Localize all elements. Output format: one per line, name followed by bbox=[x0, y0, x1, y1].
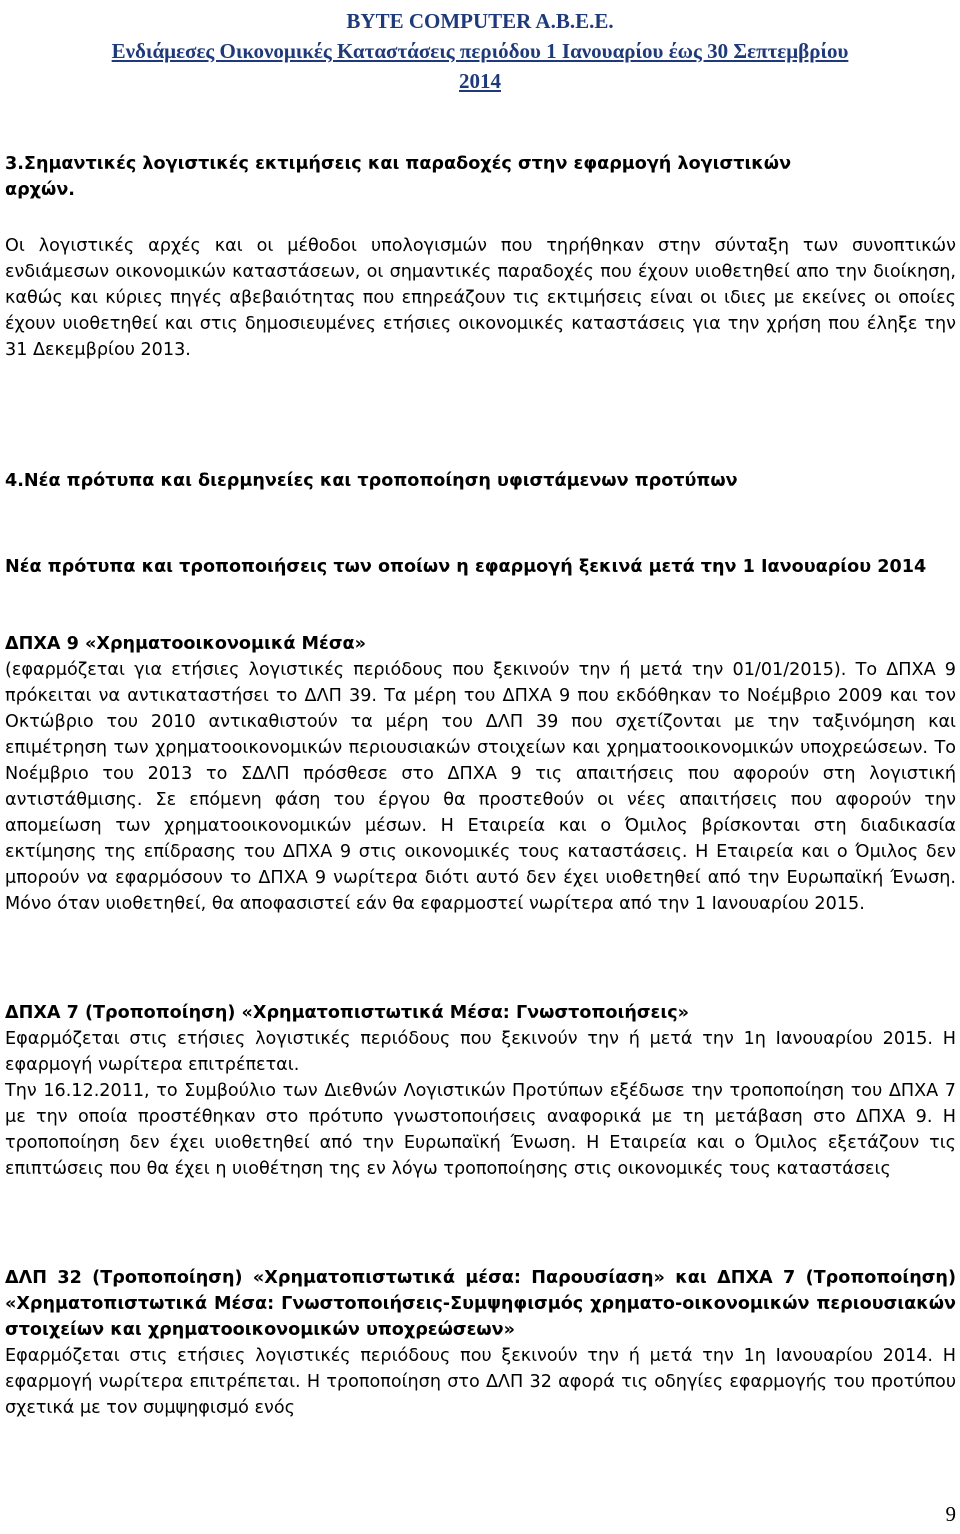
ifrs7-block bbox=[5, 1000, 956, 1182]
section-3-paragraph: Οι λογιστικές αρχές και οι μέθοδοι υπολογισμών που τηρήθηκαν στην σύνταξη των συνοπτικών ενδιάμεσων οικονομικών καταστάσεων, οι σημαντικές παραδοχές που έχουν υιοθετηθεί απο την διοίκηση, καθώς και κύριες πηγές αβεβαιότητας που επηρεάζουν τις εκτιμήσεις είναι οι ιδιες με εκείνες οι οποίες έχουν υιοθετηθεί και στις δημοσιευμένες ετήσιες οικονομικές καταστάσεις για την χρήση που έληξε την 31 Δεκεμβρίου 2013. bbox=[5, 236, 956, 360]
ifrs7-paragraph-1: Εφαρμόζεται στις ετήσιες λογιστικές περιόδους που ξεκινούν την ή μετά την 1η Ιανουαρίου 2015. Η εφαρμογή νωρίτερα επιτρέπεται. bbox=[5, 1029, 956, 1075]
page-number: 9 bbox=[945, 1502, 956, 1526]
report-year: 2014 bbox=[459, 69, 501, 93]
section-3 bbox=[5, 151, 956, 203]
report-subtitle: Ενδιάμεσες Οικονομικές Καταστάσεις περιόδου 1 Ιανουαρίου έως 30 Σεπτεμβρίου bbox=[111, 39, 849, 63]
ifrs7-title: ΔΠΧΑ 7 (Τροποποίηση) «Χρηματοπιστωτικά Μέσα: Γνωστοποιήσεις» bbox=[5, 1003, 689, 1023]
ias32-title: ΔΛΠ 32 (Τροποποίηση) «Χρηματοπιστωτικά μέσα: Παρουσίαση» και ΔΠΧΑ 7 (Τροποποίηση) «Χρηματοπιστωτικά Μέσα: Γνωστοποιήσεις-Συμψηφισμός χρηματο-οικονομικών περιουσιακών στοιχείων και χρηματοοικονομικών υποχρεώσεων» bbox=[5, 1268, 956, 1340]
ias32-block bbox=[5, 1265, 956, 1421]
section-4-heading bbox=[5, 468, 956, 494]
section-3-title-cont: αρχών. bbox=[5, 180, 75, 200]
new-standards-heading bbox=[5, 554, 956, 580]
company-name: BYTE COMPUTER A.B.E.E. bbox=[346, 9, 614, 33]
new-standards-subheading: Νέα πρότυπα και τροποποιήσεις των οποίων η εφαρμογή ξεκινά μετά την 1 Ιανουαρίου 2014 bbox=[5, 557, 927, 577]
ifrs9-title: ΔΠΧΑ 9 «Χρηματοοικονομικά Μέσα» bbox=[5, 634, 366, 654]
section-3-body bbox=[5, 233, 956, 363]
ifrs9-paragraph: (εφαρμόζεται για ετήσιες λογιστικές περιόδους που ξεκινούν την ή μετά την 01/01/2015). Το ΔΠΧΑ 9 πρόκειται να αντικαταστήσει το ΔΛΠ 39. Τα μέρη του ΔΠΧΑ 9 που εκδόθηκαν το Νοέμβριο 2009 και τον Οκτώβριο του 2010 αντικαθιστούν τα μέρη του ΔΛΠ 39 που σχετίζονται με την ταξινόμηση και επιμέτρηση των χρηματοοικονομικών περιουσιακών στοιχείων και χρηματοοικονομικών υποχρεώσεων. Το Νοέμβριο του 2013 το ΣΔΛΠ πρόσθεσε στο ΔΠΧΑ 9 τις απαιτήσεις που αφορούν στη λογιστική αντιστάθμισης. Σε επόμενη φάση του έργου θα προστεθούν οι νέες απαιτήσεις που αφορούν την απομείωση των χρηματοοικονομικών μέσων. Η Εταιρεία και ο Όμιλος βρίσκονται στη διαδικασία εκτίμησης της επίδρασης του ΔΠΧΑ 9 στις οικονομικές τους καταστάσεις. Η Εταιρεία και ο Όμιλος δεν μπορούν να εφαρμόσουν το ΔΠΧΑ 9 νωρίτερα διότι αυτό δεν έχει υιοθετηθεί από την Ευρωπαϊκή Ένωση. Μόνο όταν υιοθετηθεί, θα αποφασιστεί εάν θα εφαρμοστεί νωρίτερα από την 1 Ιανουαρίου 2015. bbox=[5, 660, 956, 914]
ias32-paragraph: Εφαρμόζεται στις ετήσιες λογιστικές περιόδους που ξεκινούν την ή μετά την 1η Ιανουαρίου 2014. Η εφαρμογή νωρίτερα επιτρέπεται. Η τροποποίηση στο ΔΛΠ 32 αφορά τις οδηγίες εφαρμογής του προτύπου σχετικά με τον συμψηφισμό ενός bbox=[5, 1346, 956, 1418]
section-4-title: 4.Νέα πρότυπα και διερμηνείες και τροποποίηση υφιστάμενων προτύπων bbox=[5, 471, 738, 491]
ifrs9-block bbox=[5, 631, 956, 917]
section-3-title: 3.Σημαντικές λογιστικές εκτιμήσεις και παραδοχές στην εφαρμογή λογιστικών bbox=[5, 154, 792, 174]
ifrs7-paragraph-2: Την 16.12.2011, το Συμβούλιο των Διεθνών Λογιστικών Προτύπων εξέδωσε την τροποποίηση του ΔΠΧΑ 7 με την οποία προστέθηκαν στο πρότυπο γνωστοποιήσεις αναφορικά με τη μετάβαση στο ΔΠΧΑ 9. Η τροποποίηση δεν έχει υιοθετηθεί από την Ευρωπαϊκή Ένωση. Η Εταιρεία και ο Όμιλος εξετάζουν τις επιπτώσεις που θα έχει η υιοθέτηση της εν λόγω τροποποίησης στις οικονομικές τους καταστάσεις bbox=[5, 1081, 956, 1179]
